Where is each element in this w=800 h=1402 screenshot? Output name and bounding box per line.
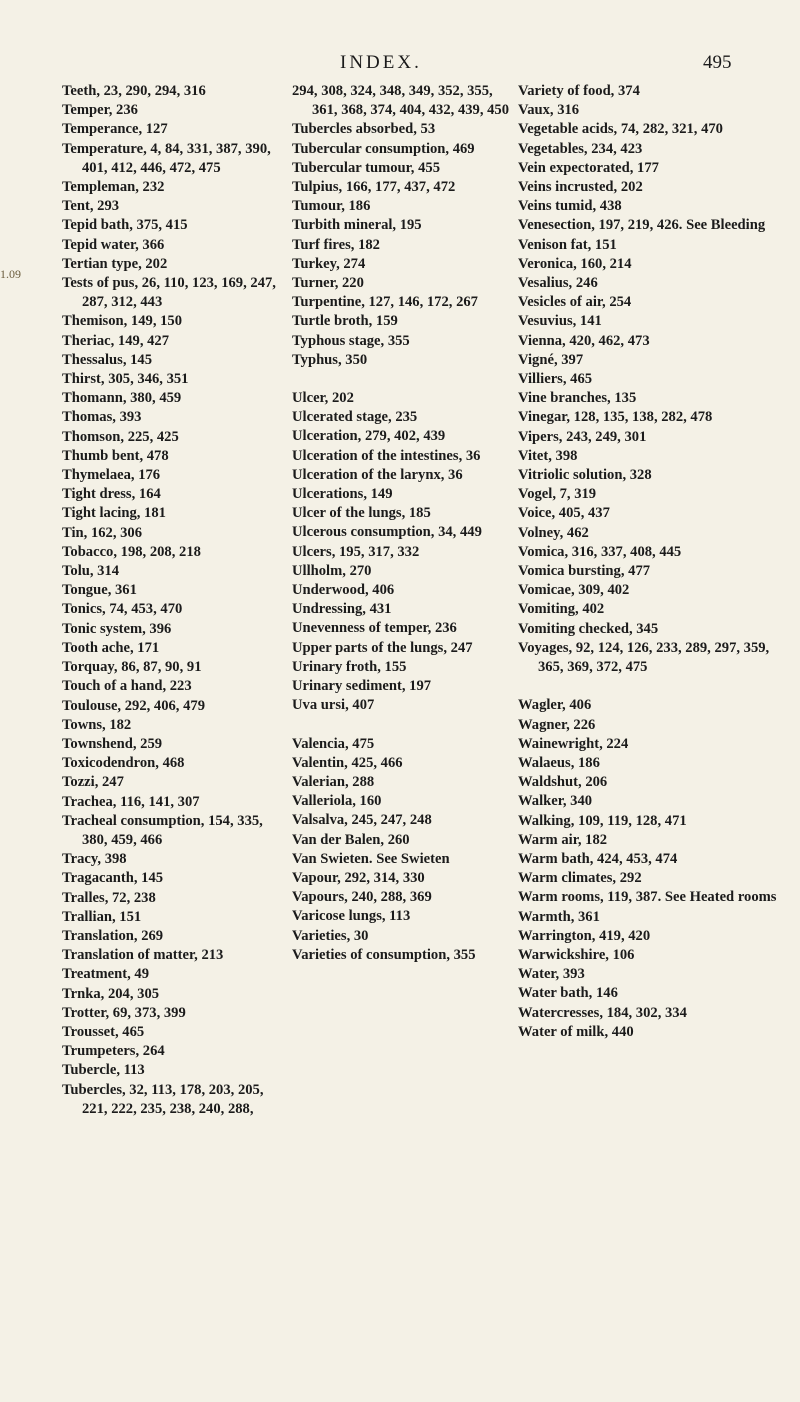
index-entry: Tozzi, 247 (62, 774, 124, 791)
index-entry: Turf fires, 182 (292, 236, 380, 253)
index-entry: Tight dress, 164 (62, 486, 161, 503)
index-entry: Tralles, 72, 238 (62, 889, 156, 906)
index-entry: Tumour, 186 (292, 198, 371, 215)
letter-section-gap (292, 370, 510, 389)
index-entry: Tests of pus, 26, 110, 123, 169, 247, 287, 312, 443 (62, 275, 280, 311)
index-entry: Turbith mineral, 195 (292, 217, 422, 234)
index-entry: Treatment, 49 (62, 966, 149, 983)
index-entry: Vomica bursting, 477 (518, 563, 651, 580)
index-entry: Voyages, 92, 124, 126, 233, 289, 297, 359, 365, 369, 372, 475 (518, 639, 773, 676)
index-entry: Torquay, 86, 87, 90, 91 (62, 659, 202, 676)
index-entry: Ulceration of the larynx, 36 (292, 466, 463, 483)
index-entry: Tubercular tumour, 455 (292, 159, 440, 176)
index-entry: Vaux, 316 (518, 102, 580, 119)
index-entry: Toulouse, 292, 406, 479 (62, 697, 205, 714)
index-entry: Trachea, 116, 141, 307 (62, 793, 200, 810)
index-entry: Vegetable acids, 74, 282, 321, 470 (518, 121, 723, 138)
index-entry: Temperature, 4, 84, 331, 387, 390, 401, 412, 446, 472, 475 (62, 140, 275, 176)
index-entry: 294, 308, 324, 348, 349, 352, 355, 361, 368, 374, 404, 432, 439, 450 (292, 83, 510, 119)
index-entry: Venison fat, 151 (518, 236, 617, 253)
index-entry: Tin, 162, 306 (62, 524, 143, 541)
index-entry: Vapours, 240, 288, 369 (292, 889, 432, 906)
index-entry: Villiers, 465 (518, 371, 593, 388)
index-entry: Tracheal consumption, 154, 335, 380, 459, 466 (62, 812, 267, 848)
index-entry: Water of milk, 440 (518, 1023, 634, 1040)
index-entry: Undressing, 431 (292, 601, 392, 618)
index-entry: Water, 393 (518, 966, 585, 983)
page-number: 495 (703, 52, 732, 73)
index-entry: Tonics, 74, 453, 470 (62, 601, 183, 618)
index-entry: Varieties, 30 (292, 927, 369, 944)
index-entry: Translation of matter, 213 (62, 947, 224, 964)
index-entry: Translation, 269 (62, 927, 164, 944)
index-entry: Valleriola, 160 (292, 793, 382, 810)
margin-note: 1.09 (0, 267, 21, 281)
index-entry: Tolu, 314 (62, 563, 120, 580)
letter-section-gap (292, 716, 510, 735)
index-entry: Tubercular consumption, 469 (292, 140, 475, 157)
index-entry: Tubercles, 32, 113, 178, 203, 205, 221, 222, 235, 238, 240, 288, (62, 1081, 268, 1117)
index-entry: Vesuvius, 141 (518, 313, 602, 330)
index-entry: Vein expectorated, 177 (518, 159, 659, 176)
index-entry: Valsalva, 245, 247, 248 (292, 812, 432, 829)
index-entry: Water bath, 146 (518, 985, 618, 1002)
index-entry: Warrington, 419, 420 (518, 927, 651, 944)
index-entry: Vogel, 7, 319 (518, 486, 597, 503)
index-entry: Trumpeters, 264 (62, 1043, 165, 1060)
index-entry: Ulcers, 195, 317, 332 (292, 543, 420, 560)
index-entry: Van der Balen, 260 (292, 831, 410, 848)
index-entry: Wainewright, 224 (518, 735, 629, 752)
index-entry: Valentin, 425, 466 (292, 754, 403, 771)
index-entry: Tent, 293 (62, 198, 120, 215)
index-entry: Variety of food, 374 (518, 83, 640, 99)
index-entry: Tepid water, 366 (62, 236, 165, 253)
index-entry: Thessalus, 145 (62, 351, 153, 368)
page-title: INDEX. (340, 52, 422, 73)
index-entry: Van Swieten. See Swieten (292, 850, 450, 867)
index-entry: Thirst, 305, 346, 351 (62, 371, 189, 388)
index-entry: Valerian, 288 (292, 773, 375, 790)
index-entry: Thomas, 393 (62, 409, 142, 426)
index-entry: Tongue, 361 (62, 582, 137, 599)
index-entry: Ulcer of the lungs, 185 (292, 505, 431, 522)
index-entry: Vesicles of air, 254 (518, 294, 632, 311)
index-entry: Tubercle, 113 (62, 1062, 145, 1079)
index-entry: Vomiting checked, 345 (518, 620, 659, 637)
index-entry: Vipers, 243, 249, 301 (518, 428, 647, 445)
index-entry: Valencia, 475 (292, 735, 375, 752)
index-entry: Warmth, 361 (518, 908, 600, 925)
index-entry: Ulcerous consumption, 34, 449 (292, 524, 482, 541)
index-entry: Veronica, 160, 214 (518, 255, 632, 272)
index-entry: Warm climates, 292 (518, 870, 642, 887)
index-entry: Typhous stage, 355 (292, 332, 410, 349)
index-entry: Veins incrusted, 202 (518, 179, 643, 196)
index-entry: Trotter, 69, 373, 399 (62, 1004, 186, 1021)
index-entry: Theriac, 149, 427 (62, 332, 170, 349)
index-entry: Thomson, 225, 425 (62, 428, 179, 445)
index-column-1 (62, 82, 280, 1119)
index-column-2 (292, 82, 510, 965)
index-entry: Underwood, 406 (292, 582, 395, 599)
index-entry: Tobacco, 198, 208, 218 (62, 543, 201, 560)
index-entry: Warm air, 182 (518, 831, 608, 848)
index-entry: Temperance, 127 (62, 121, 168, 138)
index-entry: Tooth ache, 171 (62, 639, 160, 656)
index-entry: Vapour, 292, 314, 330 (292, 869, 425, 886)
index-entry: Typhus, 350 (292, 351, 368, 368)
index-entry: Thomann, 380, 459 (62, 390, 182, 407)
index-entry: Unevenness of temper, 236 (292, 620, 457, 637)
index-entry: Ulceration, 279, 402, 439 (292, 428, 446, 445)
index-entry: Watercresses, 184, 302, 334 (518, 1004, 687, 1021)
index-entry: Vomicae, 309, 402 (518, 582, 630, 599)
index-entry: Vigné, 397 (518, 351, 584, 368)
index-entry: Walking, 109, 119, 128, 471 (518, 812, 687, 829)
index-entry: Venesection, 197, 219, 426. See Bleeding (518, 217, 766, 234)
index-entry: Turpentine, 127, 146, 172, 267 (292, 294, 478, 311)
index-entry: Vienna, 420, 462, 473 (518, 332, 650, 349)
index-entry: Varicose lungs, 113 (292, 908, 411, 925)
index-entry: Upper parts of the lungs, 247 (292, 639, 473, 656)
index-entry: Tragacanth, 145 (62, 870, 164, 887)
index-entry: Vitriolic solution, 328 (518, 467, 652, 484)
index-entry: Trnka, 204, 305 (62, 985, 160, 1002)
index-entry: Vomica, 316, 337, 408, 445 (518, 543, 682, 560)
index-entry: Trallian, 151 (62, 908, 142, 925)
index-entry: Tonic system, 396 (62, 620, 172, 637)
index-entry: Townshend, 259 (62, 735, 163, 752)
index-entry: Touch of a hand, 223 (62, 678, 192, 695)
index-entry: Temper, 236 (62, 102, 138, 119)
index-entry: Tight lacing, 181 (62, 505, 166, 522)
index-entry: Uva ursi, 407 (292, 697, 375, 714)
index-entry: Vesalius, 246 (518, 275, 598, 292)
index-entry: Toxicodendron, 468 (62, 755, 185, 772)
index-entry: Vine branches, 135 (518, 390, 637, 407)
index-entry: Voice, 405, 437 (518, 505, 610, 522)
index-entry: Thymelaea, 176 (62, 467, 161, 484)
index-entry: Vinegar, 128, 135, 138, 282, 478 (518, 409, 713, 426)
index-entry: Walker, 340 (518, 793, 593, 810)
index-entry: Varieties of consumption, 355 (292, 946, 476, 963)
index-entry: Vomiting, 402 (518, 601, 605, 618)
index-entry: Vegetables, 234, 423 (518, 140, 643, 157)
index-entry: Wagler, 406 (518, 697, 592, 714)
index-entry: Vitet, 398 (518, 447, 578, 464)
index-entry: Warwickshire, 106 (518, 946, 635, 963)
index-entry: Ulcer, 202 (292, 390, 354, 407)
index-entry: Tulpius, 166, 177, 437, 472 (292, 179, 456, 196)
letter-section-gap (518, 677, 780, 696)
index-entry: Ulcerated stage, 235 (292, 409, 418, 426)
index-entry: Ulceration of the intestines, 36 (292, 447, 481, 464)
index-entry: Volney, 462 (518, 524, 589, 541)
index-entry: Turkey, 274 (292, 255, 366, 272)
index-entry: Urinary froth, 155 (292, 658, 407, 675)
index-entry: Turner, 220 (292, 275, 364, 292)
index-column-3 (518, 82, 780, 1042)
index-entry: Templeman, 232 (62, 179, 165, 196)
index-entry: Tepid bath, 375, 415 (62, 217, 188, 234)
index-entry: Waldshut, 206 (518, 774, 608, 791)
index-entry: Towns, 182 (62, 716, 132, 733)
index-entry: Themison, 149, 150 (62, 313, 183, 330)
index-entry: Wagner, 226 (518, 716, 596, 733)
index-entry: Warm bath, 424, 453, 474 (518, 850, 678, 867)
index-entry: Thumb bent, 478 (62, 447, 169, 464)
index-entry: Turtle broth, 159 (292, 313, 398, 330)
index-entry: Walaeus, 186 (518, 754, 600, 771)
index-entry: Urinary sediment, 197 (292, 678, 432, 695)
index-entry: Ullholm, 270 (292, 562, 372, 579)
index-entry: Teeth, 23, 290, 294, 316 (62, 83, 206, 99)
index-entry: Veins tumid, 438 (518, 198, 622, 215)
index-entry: Warm rooms, 119, 387. See Heated rooms (518, 889, 777, 906)
index-entry: Trousset, 465 (62, 1023, 145, 1040)
running-head (0, 52, 800, 80)
index-entry: Ulcerations, 149 (292, 486, 393, 503)
index-entry: Tertian type, 202 (62, 255, 168, 272)
index-entry: Tracy, 398 (62, 851, 127, 868)
index-entry: Tubercles absorbed, 53 (292, 121, 436, 138)
